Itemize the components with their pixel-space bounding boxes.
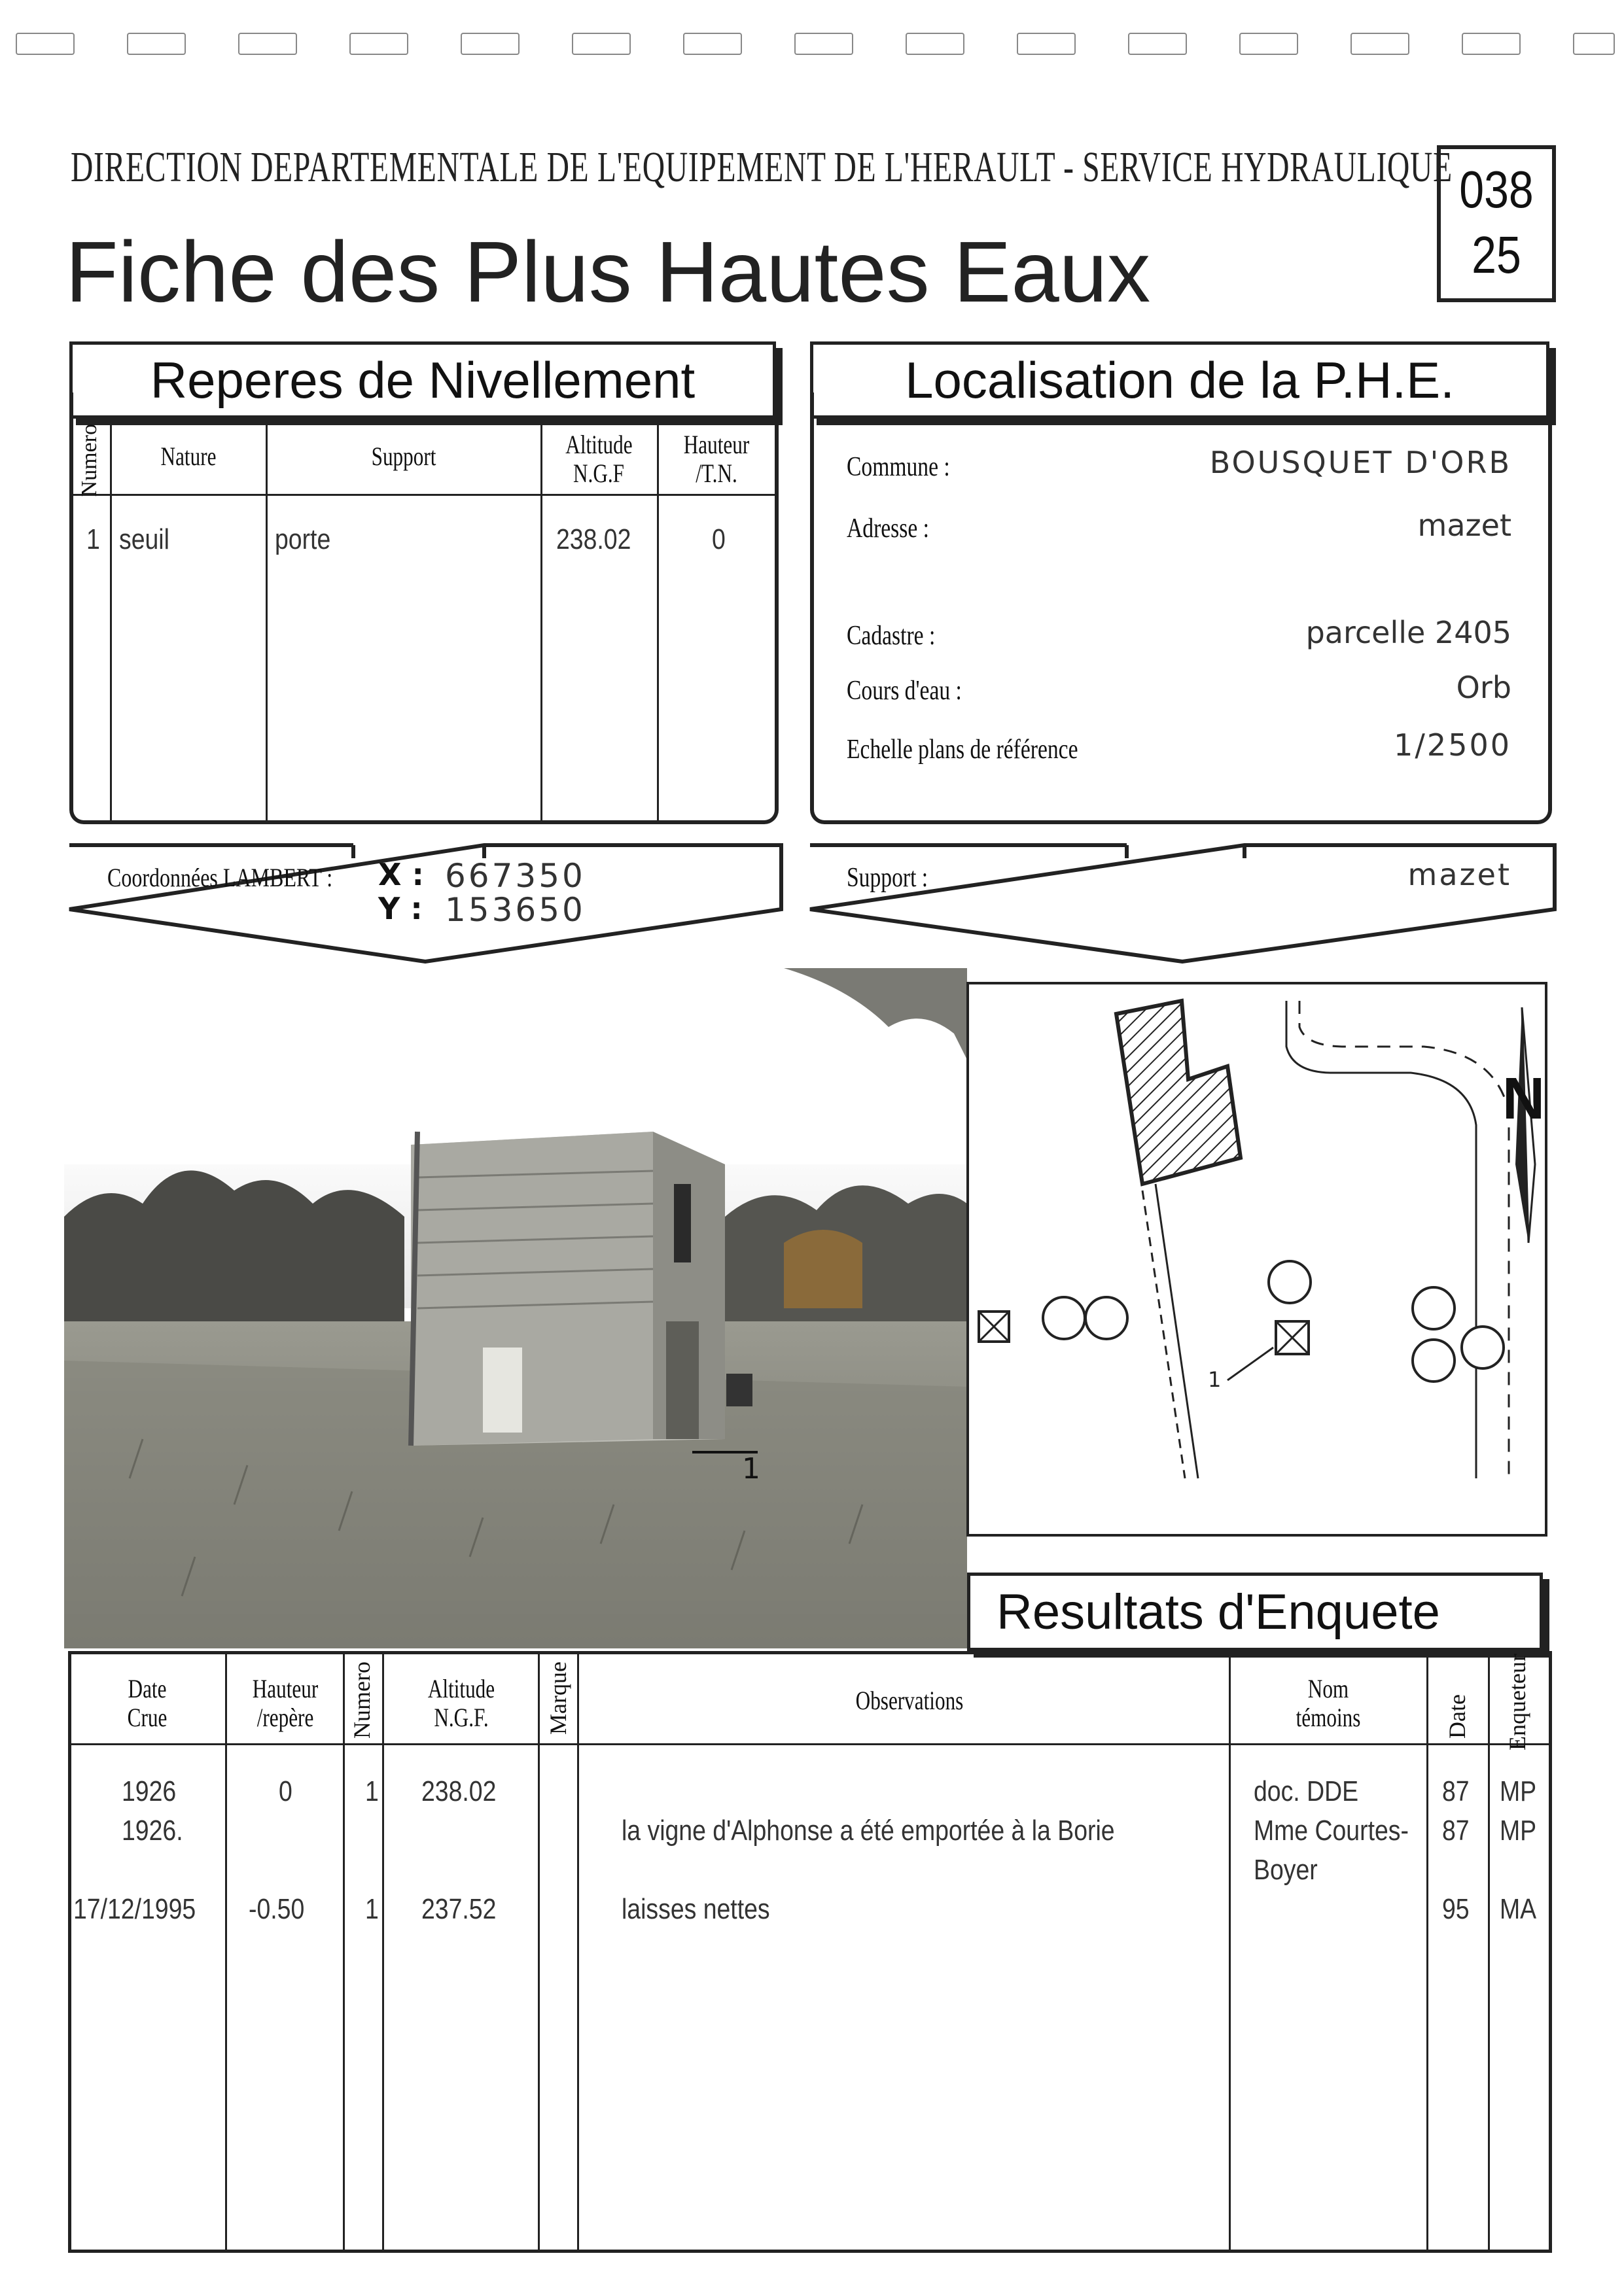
column-rule	[1229, 1654, 1231, 2250]
resultats-table	[68, 1651, 1552, 2253]
repere-numero: 1	[86, 523, 100, 555]
punch-hole	[238, 33, 297, 55]
column-rule	[343, 1654, 345, 2250]
col-observations: Observations	[855, 1686, 964, 1715]
tree-icon	[1086, 1297, 1127, 1339]
plan-marker-label: 1	[1208, 1367, 1222, 1392]
punch-hole	[906, 33, 964, 55]
cadastre-label: Cadastre :	[847, 621, 936, 651]
cours-value: Orb	[1456, 670, 1511, 705]
column-rule	[657, 423, 659, 822]
column-rule	[382, 1654, 384, 2250]
hauteur-cell: -0.50	[249, 1893, 305, 1925]
date-cell: 87	[1442, 1815, 1470, 1847]
service-header: DIRECTION DEPARTEMENTALE DE L'EQUIPEMENT DE L'HERAULT - SERVICE HYDRAULIQUE	[71, 143, 1453, 191]
punch-hole	[1128, 33, 1187, 55]
north-label: N	[1502, 1066, 1545, 1132]
echelle-label: Echelle plans de référence	[847, 735, 1078, 765]
resultats-title-box	[967, 1573, 1543, 1651]
adresse-label: Adresse :	[847, 513, 929, 544]
column-rule	[577, 1654, 579, 2250]
col-nature: Nature	[160, 442, 217, 471]
col-enqueteur: Enqueteur	[1504, 1654, 1530, 1750]
commune-value: BOUSQUET D'ORB	[1209, 445, 1511, 480]
tree-icon	[1043, 1297, 1085, 1339]
echelle-value: 1/2500	[1394, 727, 1511, 763]
col-hauteur: Hauteur /T.N.	[683, 430, 750, 488]
enqueteur-cell: MP	[1500, 1815, 1537, 1847]
repere-hauteur: 0	[712, 523, 726, 555]
page-title: Fiche des Plus Hautes Eaux	[65, 224, 1151, 320]
punch-hole	[1239, 33, 1298, 55]
punch-hole	[461, 33, 520, 55]
col-support: Support	[371, 442, 436, 471]
date-cell: 95	[1442, 1893, 1470, 1925]
date-crue-cell: 17/12/1995	[73, 1893, 196, 1925]
adresse-value: mazet	[1417, 508, 1511, 543]
punch-hole	[683, 33, 742, 55]
column-rule	[110, 423, 112, 822]
commune-label: Commune :	[847, 452, 950, 482]
tree-icon	[1462, 1327, 1504, 1368]
hauteur-cell: 0	[279, 1775, 292, 1807]
sheet-code-bottom: 25	[1472, 226, 1521, 284]
column-rule	[538, 1654, 540, 2250]
photo-marker-label: 1	[742, 1452, 760, 1486]
site-photo	[64, 968, 967, 1648]
numero-cell: 1	[365, 1775, 379, 1807]
repere-altitude: 238.02	[556, 523, 631, 555]
support-value: mazet	[1407, 857, 1511, 892]
cadastre-value: parcelle 2405	[1305, 615, 1511, 650]
resultats-header-rule	[71, 1743, 1549, 1745]
enqueteur-cell: MA	[1500, 1893, 1537, 1925]
y-value: 153650	[445, 891, 586, 929]
col-numero-res: Numero	[349, 1661, 375, 1739]
temoins-cell: Mme Courtes-	[1254, 1815, 1409, 1847]
column-rule	[266, 423, 268, 822]
tree-icon	[1269, 1261, 1311, 1303]
col-marque: Marque	[545, 1661, 571, 1735]
coord-label: Coordonnées LAMBERT :	[107, 863, 333, 892]
tree-icon	[1413, 1340, 1455, 1382]
coordinates-panel	[65, 837, 785, 968]
column-rule	[225, 1654, 227, 2250]
sheet-code-top: 038	[1459, 160, 1534, 218]
punch-hole	[572, 33, 631, 55]
date-cell: 87	[1442, 1775, 1470, 1807]
tree-icon	[1413, 1287, 1455, 1329]
punch-hole	[1017, 33, 1076, 55]
punch-hole	[794, 33, 853, 55]
col-temoins: Nom témoins	[1296, 1674, 1361, 1732]
col-altitude-res: Altitude N.G.F.	[427, 1674, 495, 1732]
column-rule	[1488, 1654, 1490, 2250]
col-hauteur-repere: Hauteur /repère	[252, 1674, 319, 1732]
col-numero: Numero	[77, 424, 101, 497]
col-date-crue: Date Crue	[127, 1674, 168, 1732]
column-rule	[1426, 1654, 1428, 2250]
location-plan	[966, 981, 1548, 1537]
altitude-cell: 238.02	[421, 1775, 497, 1807]
cours-label: Cours d'eau :	[847, 676, 962, 706]
punch-hole	[16, 33, 75, 55]
observations-cell: la vigne d'Alphonse a été emportée à la Borie	[622, 1815, 1115, 1847]
numero-cell: 1	[365, 1893, 379, 1925]
punch-hole	[127, 33, 186, 55]
enqueteur-cell: MP	[1500, 1775, 1537, 1807]
observations-cell: laisses nettes	[622, 1893, 770, 1925]
sheet-code-box	[1437, 145, 1556, 302]
temoins-cell: Boyer	[1254, 1854, 1318, 1886]
punch-hole	[1462, 33, 1521, 55]
reperes-header-rule	[72, 494, 776, 496]
date-crue-cell: 1926.	[122, 1815, 183, 1847]
col-altitude: Altitude N.G.F	[565, 430, 633, 488]
x-label: X :	[378, 857, 424, 892]
temoins-cell: doc. DDE	[1254, 1775, 1359, 1807]
punch-hole	[1350, 33, 1409, 55]
punch-hole	[349, 33, 408, 55]
altitude-cell: 237.52	[421, 1893, 497, 1925]
support-label: Support :	[847, 863, 928, 893]
punch-hole	[1573, 33, 1615, 55]
repere-nature: seuil	[119, 523, 169, 555]
x-value: 667350	[445, 857, 586, 895]
col-date: Date	[1444, 1694, 1470, 1739]
reperes-title: Reperes de Nivellement	[150, 351, 696, 409]
repere-support: porte	[275, 523, 331, 555]
date-crue-cell: 1926	[122, 1775, 177, 1807]
localisation-title: Localisation de la P.H.E.	[905, 351, 1455, 409]
y-label: Y :	[378, 891, 423, 926]
resultats-title: Resultats d'Enquete	[997, 1584, 1440, 1640]
column-rule	[540, 423, 542, 822]
